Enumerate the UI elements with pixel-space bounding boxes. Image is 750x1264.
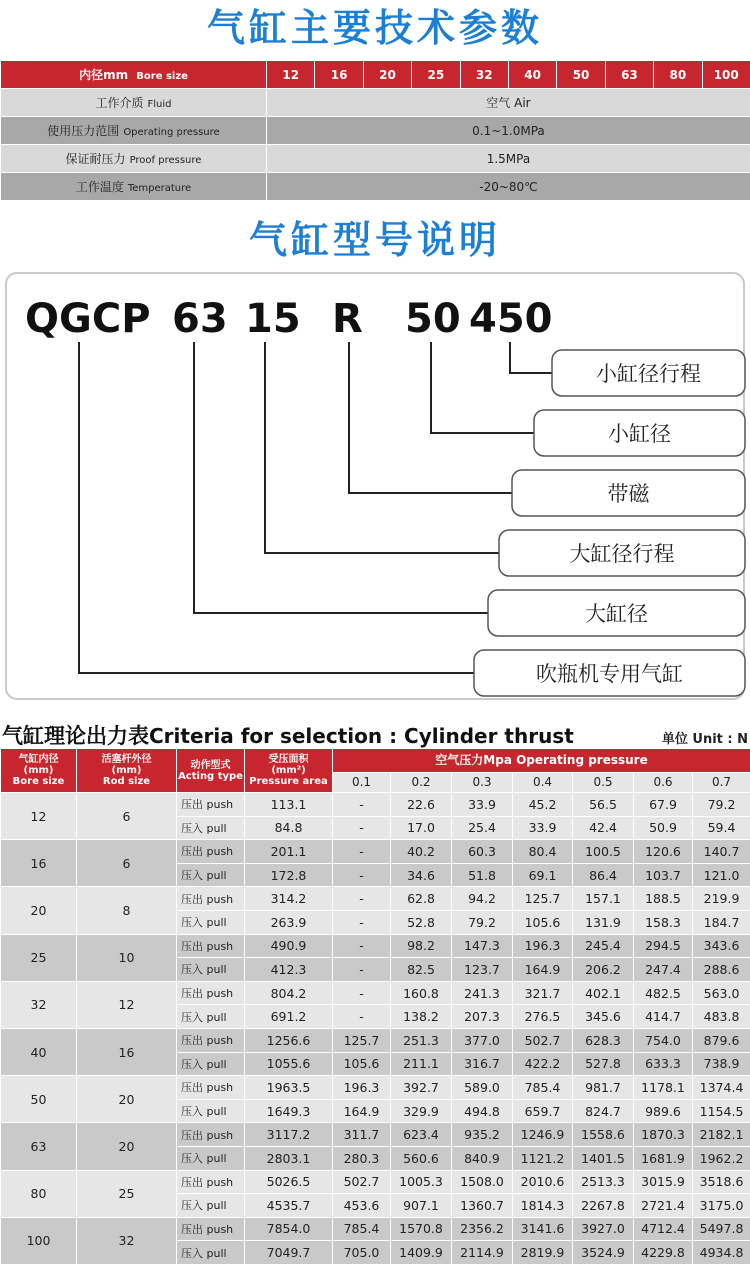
acting-type-cell: 压入 pull bbox=[177, 958, 245, 982]
thrust-value-cell: 1681.9 bbox=[634, 1146, 693, 1170]
spec-row bbox=[1, 173, 750, 201]
area-header-line: (mm²) bbox=[271, 765, 306, 776]
thrust-value-cell: 623.4 bbox=[391, 1123, 452, 1147]
thrust-row bbox=[1, 840, 750, 864]
thrust-value-cell: 184.7 bbox=[693, 910, 750, 934]
thrust-value-cell: 196.3 bbox=[513, 934, 573, 958]
thrust-value-cell: 3015.9 bbox=[634, 1170, 693, 1194]
pressure-value: 0.3 bbox=[452, 773, 513, 793]
bore-size-header: 63 bbox=[605, 61, 653, 89]
thrust-value-cell: 422.2 bbox=[513, 1052, 573, 1076]
specs-header-row bbox=[1, 61, 750, 89]
thrust-value-cell: 94.2 bbox=[452, 887, 513, 911]
acting-type-cell: 压出 push bbox=[177, 1123, 245, 1147]
bore-cell: 80 bbox=[1, 1170, 77, 1217]
spec-label-en: Operating pressure bbox=[123, 127, 220, 138]
thrust-value-cell: 989.6 bbox=[634, 1099, 693, 1123]
acting-type-cell: 压入 pull bbox=[177, 816, 245, 840]
thrust-value-cell: 1005.3 bbox=[391, 1170, 452, 1194]
thrust-value-cell: 414.7 bbox=[634, 1005, 693, 1029]
leader-line bbox=[79, 342, 474, 673]
spec-row bbox=[1, 89, 750, 117]
area-cell: 4535.7 bbox=[245, 1194, 333, 1218]
bore-cell: 32 bbox=[1, 981, 77, 1028]
spec-label-zh: 工作介质 bbox=[95, 96, 144, 110]
thrust-value-cell: 164.9 bbox=[333, 1099, 391, 1123]
thrust-value-cell: 247.4 bbox=[634, 958, 693, 982]
thrust-value-cell: 60.3 bbox=[452, 840, 513, 864]
pressure-value: 0.2 bbox=[391, 773, 452, 793]
thrust-value-cell: 241.3 bbox=[452, 981, 513, 1005]
area-cell: 5026.5 bbox=[245, 1170, 333, 1194]
thrust-value-cell: - bbox=[333, 981, 391, 1005]
spec-value: 空气 Air bbox=[267, 89, 750, 117]
area-cell: 412.3 bbox=[245, 958, 333, 982]
thrust-value-cell: 131.9 bbox=[573, 910, 634, 934]
thrust-value-cell: 219.9 bbox=[693, 887, 750, 911]
area-header bbox=[245, 749, 333, 793]
rod-cell: 6 bbox=[77, 840, 177, 887]
thrust-value-cell: 160.8 bbox=[391, 981, 452, 1005]
thrust-value-cell: 42.4 bbox=[573, 816, 634, 840]
thrust-value-cell: 80.4 bbox=[513, 840, 573, 864]
leader-line bbox=[265, 342, 499, 553]
thrust-value-cell: 633.3 bbox=[634, 1052, 693, 1076]
leader-line bbox=[194, 342, 488, 613]
area-cell: 84.8 bbox=[245, 816, 333, 840]
thrust-value-cell: 140.7 bbox=[693, 840, 750, 864]
thrust-value-cell: 120.6 bbox=[634, 840, 693, 864]
area-header-line: Pressure area bbox=[249, 776, 328, 787]
thrust-value-cell: 164.9 bbox=[513, 958, 573, 982]
thrust-value-cell: 123.7 bbox=[452, 958, 513, 982]
model-code-part: 450 bbox=[469, 296, 553, 342]
area-cell: 1649.3 bbox=[245, 1099, 333, 1123]
area-cell: 490.9 bbox=[245, 934, 333, 958]
thrust-value-cell: 1121.2 bbox=[513, 1146, 573, 1170]
thrust-value-cell: 138.2 bbox=[391, 1005, 452, 1029]
thrust-value-cell: 33.9 bbox=[452, 793, 513, 817]
bore-cell: 16 bbox=[1, 840, 77, 887]
thrust-value-cell: 62.8 bbox=[391, 887, 452, 911]
thrust-value-cell: 1814.3 bbox=[513, 1194, 573, 1218]
thrust-value-cell: 3524.9 bbox=[573, 1241, 634, 1264]
thrust-value-cell: 907.1 bbox=[391, 1194, 452, 1218]
spec-value: 0.1~1.0MPa bbox=[267, 117, 750, 145]
thrust-value-cell: - bbox=[333, 958, 391, 982]
thrust-value-cell: 705.0 bbox=[333, 1241, 391, 1264]
rod-cell: 25 bbox=[77, 1170, 177, 1217]
thrust-value-cell: 1154.5 bbox=[693, 1099, 750, 1123]
label-text: 吹瓶机专用气缸 bbox=[536, 662, 683, 686]
bore-header bbox=[1, 749, 77, 793]
acting-type-cell: 压入 pull bbox=[177, 863, 245, 887]
leader-line bbox=[510, 342, 552, 373]
thrust-value-cell: 502.7 bbox=[513, 1028, 573, 1052]
pressure-header: 空气压力Mpa Operating pressure bbox=[333, 749, 750, 773]
rod-header-line: (mm) bbox=[111, 765, 142, 776]
bore-cell: 25 bbox=[1, 934, 77, 981]
bore-cell: 20 bbox=[1, 887, 77, 934]
bore-size-header: 25 bbox=[412, 61, 460, 89]
thrust-value-cell: 4934.8 bbox=[693, 1241, 750, 1264]
bore-size-header: 12 bbox=[267, 61, 315, 89]
thrust-value-cell: 2356.2 bbox=[452, 1217, 513, 1241]
thrust-value-cell: 329.9 bbox=[391, 1099, 452, 1123]
acting-type-cell: 压出 push bbox=[177, 1076, 245, 1100]
label-text: 大缸径行程 bbox=[569, 542, 675, 566]
area-cell: 804.2 bbox=[245, 981, 333, 1005]
leader-line bbox=[431, 342, 534, 433]
spec-label-zh: 保证耐压力 bbox=[65, 152, 126, 166]
thrust-heading bbox=[0, 718, 750, 748]
thrust-value-cell: 147.3 bbox=[452, 934, 513, 958]
thrust-value-cell: 3927.0 bbox=[573, 1217, 634, 1241]
thrust-value-cell: 527.8 bbox=[573, 1052, 634, 1076]
thrust-value-cell: - bbox=[333, 793, 391, 817]
thrust-value-cell: 56.5 bbox=[573, 793, 634, 817]
thrust-value-cell: 207.3 bbox=[452, 1005, 513, 1029]
thrust-value-cell: 125.7 bbox=[513, 887, 573, 911]
thrust-value-cell: 1570.8 bbox=[391, 1217, 452, 1241]
acting-type-cell: 压入 pull bbox=[177, 1194, 245, 1218]
thrust-value-cell: 79.2 bbox=[693, 793, 750, 817]
thrust-value-cell: 754.0 bbox=[634, 1028, 693, 1052]
thrust-value-cell: 2819.9 bbox=[513, 1241, 573, 1264]
model-code-part: R bbox=[332, 296, 363, 342]
thrust-value-cell: 840.9 bbox=[452, 1146, 513, 1170]
thrust-value-cell: 560.6 bbox=[391, 1146, 452, 1170]
thrust-value-cell: 392.7 bbox=[391, 1076, 452, 1100]
specs-table bbox=[0, 60, 750, 201]
bore-cell: 100 bbox=[1, 1217, 77, 1264]
acting-type-cell: 压出 push bbox=[177, 1217, 245, 1241]
acting-header-line: Acting type bbox=[178, 770, 243, 782]
thrust-value-cell: 206.2 bbox=[573, 958, 634, 982]
spec-row bbox=[1, 145, 750, 173]
spec-value: 1.5MPa bbox=[267, 145, 750, 173]
thrust-value-cell: 785.4 bbox=[333, 1217, 391, 1241]
thrust-value-cell: 311.7 bbox=[333, 1123, 391, 1147]
bore-cell: 63 bbox=[1, 1123, 77, 1170]
model-title: 气缸型号说明 bbox=[248, 218, 501, 262]
thrust-value-cell: 50.9 bbox=[634, 816, 693, 840]
thrust-value-cell: 1374.4 bbox=[693, 1076, 750, 1100]
bore-cell: 50 bbox=[1, 1076, 77, 1123]
thrust-value-cell: 211.1 bbox=[391, 1052, 452, 1076]
thrust-value-cell: 453.6 bbox=[333, 1194, 391, 1218]
area-header-line: 受压面积 bbox=[268, 754, 309, 765]
thrust-value-cell: 935.2 bbox=[452, 1123, 513, 1147]
thrust-value-cell: 494.8 bbox=[452, 1099, 513, 1123]
thrust-value-cell: 105.6 bbox=[333, 1052, 391, 1076]
acting-type-cell: 压出 push bbox=[177, 1028, 245, 1052]
bore-size-header: 20 bbox=[363, 61, 411, 89]
spec-label-en: Fluid bbox=[147, 99, 172, 110]
area-cell: 201.1 bbox=[245, 840, 333, 864]
thrust-value-cell: 1508.0 bbox=[452, 1170, 513, 1194]
acting-type-cell: 压入 pull bbox=[177, 1241, 245, 1264]
unit-label: 单位 Unit : N bbox=[661, 732, 748, 747]
bore-header-line: Bore size bbox=[12, 776, 65, 787]
thrust-value-cell: 321.7 bbox=[513, 981, 573, 1005]
thrust-value-cell: 3518.6 bbox=[693, 1170, 750, 1194]
thrust-value-cell: 2721.4 bbox=[634, 1194, 693, 1218]
thrust-value-cell: 45.2 bbox=[513, 793, 573, 817]
thrust-value-cell: 2010.6 bbox=[513, 1170, 573, 1194]
thrust-value-cell: - bbox=[333, 816, 391, 840]
label-text: 带磁 bbox=[607, 482, 650, 506]
spec-label bbox=[1, 173, 267, 201]
thrust-value-cell: 628.3 bbox=[573, 1028, 634, 1052]
thrust-value-cell: 22.6 bbox=[391, 793, 452, 817]
acting-type-cell: 压入 pull bbox=[177, 1099, 245, 1123]
thrust-value-cell: 589.0 bbox=[452, 1076, 513, 1100]
acting-type-cell: 压出 push bbox=[177, 934, 245, 958]
thrust-value-cell: 103.7 bbox=[634, 863, 693, 887]
rod-cell: 20 bbox=[77, 1123, 177, 1170]
thrust-value-cell: 86.4 bbox=[573, 863, 634, 887]
thrust-value-cell: 316.7 bbox=[452, 1052, 513, 1076]
thrust-value-cell: 2513.3 bbox=[573, 1170, 634, 1194]
acting-header-line: 动作型式 bbox=[190, 759, 231, 771]
acting-type-cell: 压出 push bbox=[177, 887, 245, 911]
thrust-value-cell: 1360.7 bbox=[452, 1194, 513, 1218]
thrust-value-cell: 563.0 bbox=[693, 981, 750, 1005]
thrust-header-row bbox=[1, 749, 750, 773]
thrust-row bbox=[1, 1217, 750, 1241]
thrust-value-cell: 196.3 bbox=[333, 1076, 391, 1100]
label-text: 小缸径 bbox=[608, 422, 671, 446]
spec-label-en: Proof pressure bbox=[129, 155, 202, 166]
thrust-value-cell: 1401.5 bbox=[573, 1146, 634, 1170]
thrust-value-cell: 59.4 bbox=[693, 816, 750, 840]
pressure-value: 0.1 bbox=[333, 773, 391, 793]
rod-cell: 8 bbox=[77, 887, 177, 934]
thrust-value-cell: 2267.8 bbox=[573, 1194, 634, 1218]
bore-size-header: 80 bbox=[654, 61, 702, 89]
thrust-value-cell: 2114.9 bbox=[452, 1241, 513, 1264]
rod-cell: 16 bbox=[77, 1028, 177, 1075]
model-code-part: 50 bbox=[405, 296, 461, 342]
acting-type-cell: 压入 pull bbox=[177, 1052, 245, 1076]
thrust-value-cell: 4229.8 bbox=[634, 1241, 693, 1264]
thrust-value-cell: 79.2 bbox=[452, 910, 513, 934]
thrust-row bbox=[1, 793, 750, 817]
rod-cell: 6 bbox=[77, 793, 177, 840]
spec-row bbox=[1, 117, 750, 145]
thrust-value-cell: 345.6 bbox=[573, 1005, 634, 1029]
thrust-row bbox=[1, 1123, 750, 1147]
thrust-value-cell: 1246.9 bbox=[513, 1123, 573, 1147]
thrust-value-cell: - bbox=[333, 934, 391, 958]
area-cell: 691.2 bbox=[245, 1005, 333, 1029]
pressure-value: 0.5 bbox=[573, 773, 634, 793]
thrust-value-cell: 33.9 bbox=[513, 816, 573, 840]
thrust-value-cell: - bbox=[333, 840, 391, 864]
model-explanation-box bbox=[5, 272, 745, 700]
area-cell: 7049.7 bbox=[245, 1241, 333, 1264]
rod-header bbox=[77, 749, 177, 793]
thrust-row bbox=[1, 934, 750, 958]
thrust-value-cell: 377.0 bbox=[452, 1028, 513, 1052]
area-cell: 172.8 bbox=[245, 863, 333, 887]
thrust-value-cell: 67.9 bbox=[634, 793, 693, 817]
bore-size-header: 32 bbox=[460, 61, 508, 89]
thrust-value-cell: 1558.6 bbox=[573, 1123, 634, 1147]
bore-size-label: 内径mm Bore size bbox=[1, 61, 267, 89]
bore-size-header: 50 bbox=[557, 61, 605, 89]
thrust-row bbox=[1, 887, 750, 911]
thrust-value-cell: 824.7 bbox=[573, 1099, 634, 1123]
thrust-table bbox=[0, 748, 750, 1264]
thrust-value-cell: 40.2 bbox=[391, 840, 452, 864]
thrust-value-cell: - bbox=[333, 1005, 391, 1029]
thrust-value-cell: 125.7 bbox=[333, 1028, 391, 1052]
label-text: 大缸径 bbox=[585, 602, 648, 626]
thrust-value-cell: 1870.3 bbox=[634, 1123, 693, 1147]
thrust-value-cell: 251.3 bbox=[391, 1028, 452, 1052]
thrust-value-cell: 402.1 bbox=[573, 981, 634, 1005]
thrust-value-cell: 25.4 bbox=[452, 816, 513, 840]
thrust-value-cell: 294.5 bbox=[634, 934, 693, 958]
acting-type-cell: 压出 push bbox=[177, 981, 245, 1005]
area-cell: 3117.2 bbox=[245, 1123, 333, 1147]
area-cell: 1055.6 bbox=[245, 1052, 333, 1076]
thrust-value-cell: - bbox=[333, 863, 391, 887]
rod-header-line: 活塞杆外径 bbox=[101, 754, 152, 765]
thrust-value-cell: 121.0 bbox=[693, 863, 750, 887]
thrust-title: 气缸理论出力表Criteria for selection : Cylinder thrust bbox=[2, 724, 574, 748]
pressure-value: 0.4 bbox=[513, 773, 573, 793]
area-cell: 7854.0 bbox=[245, 1217, 333, 1241]
acting-type-cell: 压入 pull bbox=[177, 910, 245, 934]
thrust-value-cell: 51.8 bbox=[452, 863, 513, 887]
rod-cell: 12 bbox=[77, 981, 177, 1028]
thrust-value-cell: 879.6 bbox=[693, 1028, 750, 1052]
thrust-value-cell: 785.4 bbox=[513, 1076, 573, 1100]
bore-header-line: 气缸内径 bbox=[18, 754, 59, 765]
thrust-value-cell: 245.4 bbox=[573, 934, 634, 958]
acting-type-cell: 压出 push bbox=[177, 793, 245, 817]
model-diagram bbox=[7, 274, 747, 702]
thrust-value-cell: 276.5 bbox=[513, 1005, 573, 1029]
thrust-value-cell: 343.6 bbox=[693, 934, 750, 958]
thrust-value-cell: 3175.0 bbox=[693, 1194, 750, 1218]
rod-cell: 32 bbox=[77, 1217, 177, 1264]
thrust-value-cell: 738.9 bbox=[693, 1052, 750, 1076]
rod-cell: 10 bbox=[77, 934, 177, 981]
thrust-value-cell: 1409.9 bbox=[391, 1241, 452, 1264]
spec-label bbox=[1, 89, 267, 117]
thrust-row bbox=[1, 981, 750, 1005]
rod-header-line: Rod size bbox=[102, 776, 151, 787]
thrust-value-cell: 69.1 bbox=[513, 863, 573, 887]
thrust-value-cell: - bbox=[333, 910, 391, 934]
thrust-row bbox=[1, 1028, 750, 1052]
thrust-value-cell: 288.6 bbox=[693, 958, 750, 982]
thrust-value-cell: 52.8 bbox=[391, 910, 452, 934]
thrust-value-cell: 1178.1 bbox=[634, 1076, 693, 1100]
thrust-value-cell: 4712.4 bbox=[634, 1217, 693, 1241]
thrust-value-cell: 100.5 bbox=[573, 840, 634, 864]
spec-label bbox=[1, 117, 267, 145]
thrust-row bbox=[1, 1076, 750, 1100]
acting-type-cell: 压入 pull bbox=[177, 1005, 245, 1029]
thrust-value-cell: 157.1 bbox=[573, 887, 634, 911]
thrust-value-cell: 82.5 bbox=[391, 958, 452, 982]
bore-size-header: 100 bbox=[702, 61, 750, 89]
thrust-value-cell: 105.6 bbox=[513, 910, 573, 934]
acting-type-cell: 压出 push bbox=[177, 840, 245, 864]
bore-cell: 40 bbox=[1, 1028, 77, 1075]
bore-cell: 12 bbox=[1, 793, 77, 840]
model-code-part: 15 bbox=[245, 296, 301, 342]
model-code-part: 63 bbox=[172, 296, 228, 342]
thrust-value-cell: 502.7 bbox=[333, 1170, 391, 1194]
pressure-value: 0.7 bbox=[693, 773, 750, 793]
spec-label-zh: 工作温度 bbox=[75, 180, 124, 194]
thrust-value-cell: - bbox=[333, 887, 391, 911]
rod-cell: 20 bbox=[77, 1076, 177, 1123]
bore-header-line: (mm) bbox=[23, 765, 54, 776]
area-cell: 1256.6 bbox=[245, 1028, 333, 1052]
bore-size-header: 40 bbox=[508, 61, 556, 89]
thrust-value-cell: 17.0 bbox=[391, 816, 452, 840]
area-cell: 113.1 bbox=[245, 793, 333, 817]
thrust-value-cell: 1962.2 bbox=[693, 1146, 750, 1170]
acting-type-cell: 压出 push bbox=[177, 1170, 245, 1194]
thrust-value-cell: 2182.1 bbox=[693, 1123, 750, 1147]
acting-type-cell: 压入 pull bbox=[177, 1146, 245, 1170]
thrust-value-cell: 158.3 bbox=[634, 910, 693, 934]
area-cell: 314.2 bbox=[245, 887, 333, 911]
label-text: 小缸径行程 bbox=[596, 362, 701, 386]
thrust-value-cell: 188.5 bbox=[634, 887, 693, 911]
thrust-value-cell: 34.6 bbox=[391, 863, 452, 887]
specs-title: 气缸主要技术参数 bbox=[206, 6, 543, 50]
area-cell: 1963.5 bbox=[245, 1076, 333, 1100]
thrust-value-cell: 981.7 bbox=[573, 1076, 634, 1100]
acting-header bbox=[177, 749, 245, 793]
thrust-value-cell: 3141.6 bbox=[513, 1217, 573, 1241]
thrust-value-cell: 482.5 bbox=[634, 981, 693, 1005]
thrust-value-cell: 483.8 bbox=[693, 1005, 750, 1029]
thrust-value-cell: 98.2 bbox=[391, 934, 452, 958]
area-cell: 263.9 bbox=[245, 910, 333, 934]
pressure-value: 0.6 bbox=[634, 773, 693, 793]
thrust-row bbox=[1, 1170, 750, 1194]
spec-label-zh: 使用压力范围 bbox=[47, 124, 120, 138]
bore-size-header: 16 bbox=[315, 61, 363, 89]
model-code-part: QGCP bbox=[25, 296, 151, 342]
spec-label bbox=[1, 145, 267, 173]
thrust-value-cell: 659.7 bbox=[513, 1099, 573, 1123]
spec-label-en: Temperature bbox=[127, 183, 192, 194]
thrust-value-cell: 5497.8 bbox=[693, 1217, 750, 1241]
spec-value: -20~80℃ bbox=[267, 173, 750, 201]
thrust-value-cell: 280.3 bbox=[333, 1146, 391, 1170]
area-cell: 2803.1 bbox=[245, 1146, 333, 1170]
